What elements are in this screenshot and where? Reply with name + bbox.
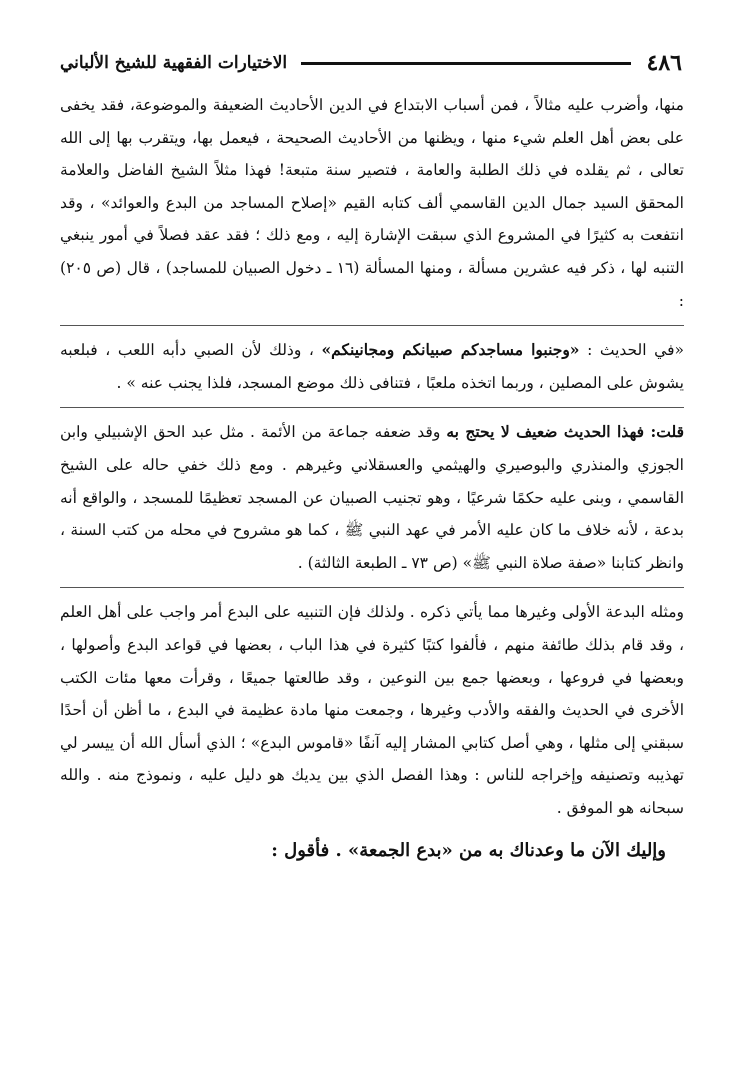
paragraph-bidah-books: ومثله البدعة الأولى وغيرها مما يأتي ذكره . ولذلك فإن التنبيه على البدع أمر واجب على أهل العلم ، وقد قام بذلك طائفة منهم ، فألفوا كتبًا كثيرة في هذا الباب ، بعضها في قواعد البدع وأصولها ، وبعضها في فروعها ، وبعضها جمع بين النوعين ، وقد طالعتها جميعًا ، وقرأت معها مئات الكتب الأخرى في الحديث والفقه والأدب وغيرها ، وجمعت منها مادة عظيمة في البدع ، ما أظن أن أحدًا سبقني إلى مثلها ، وهي أصل كتابي المشار إليه آنفًا «قاموس البدع» ؛ الذي أسأل الله أن ييسر لي تهذيبه وتصنيفه وإخراجه للناس : وهذا الفصل الذي بين يديك هو دليل عليه ، ونموذج منه . والله سبحانه هو الموفق . <box>60 603 684 817</box>
book-page <box>60 45 684 1034</box>
author-comment-paragraph <box>60 416 684 579</box>
quote-rest: ، وذلك لأن الصبي دأبه اللعب ، فبلعبه يشوش على المصلين ، وربما اتخذه ملعبًا ، فتنافى ذلك موضع المسجد، فلذا يجنب عنه » . <box>60 341 684 392</box>
header-rule <box>301 62 630 65</box>
section-divider <box>60 407 684 408</box>
comment-body: وقد ضعفه جماعة من الأئمة . مثل عبد الحق الإشبيلي وابن الجوزي والمنذري والبوصيري والهيثمي والعسقلاني وغيرهم . ومع ذلك خفي حاله على الشيخ القاسمي ، وبنى عليه حكمًا شرعيًا ، وهو تجنيب الصبيان عن المسجد تعظيمًا للمسجد ، والواقع أنه بدعة ، لأنه خلاف ما كان عليه الأمر في عهد النبي ﷺ ، كما هو مشروح في محله من كتب السنة ، وانظر كتابنا «صفة صلاة النبي ﷺ» (ص ٧٣ ـ الطبعة الثالثة) . <box>60 423 684 572</box>
section-divider <box>60 587 684 588</box>
comment-lead: قلت <box>656 422 684 442</box>
hadith-text: «وجنبوا مساجدكم صبيانكم ومجانينكم» <box>321 340 580 360</box>
closing-line: وإليك الآن ما وعدناك به من «بدع الجمعة» . فأقول : <box>271 840 666 862</box>
paragraph-intro: منها، وأضرب عليه مثالاً ، فمن أسباب الابتداع في الدين الأحاديث الضعيفة والموضوعة، فقد يخفى على بعض أهل العلم شيء منها ، ويظنها من الأحاديث الصحيحة ، فيعمل بها، ويتقرب بها إلى الله تعالى ، ثم يقلده في ذلك الطلبة والعامة ، فتصير سنة متبعة! فهذا مثلاً الشيخ الفاضل والعلامة المحقق السيد جمال الدين القاسمي ألف كتابه القيم «إصلاح المساجد من البدع والعوائد» ، وقد انتفعت به كثيرًا في المشروع الذي سبقت الإشارة إليه ، ومع ذلك ؛ فقد عقد فصلاً في أمور ينبغي التنبه لها ، ذكر فيه عشرين مسألة ، ومنها المسألة (١٦ ـ دخول الصبيان للمساجد) ، قال (ص ٢٠٥) : <box>60 96 684 310</box>
section-divider <box>60 325 684 326</box>
running-header <box>60 45 684 81</box>
running-title: الاختيارات الفقهية للشيخ الألباني <box>60 53 288 73</box>
page-number: ٤٨٦ <box>646 50 682 76</box>
quote-lead: «في الحديث : <box>579 341 684 360</box>
comment-lead-rest: : فهذا الحديث ضعيف لا يحتج به <box>446 422 657 442</box>
hadith-quote-paragraph <box>60 334 684 399</box>
